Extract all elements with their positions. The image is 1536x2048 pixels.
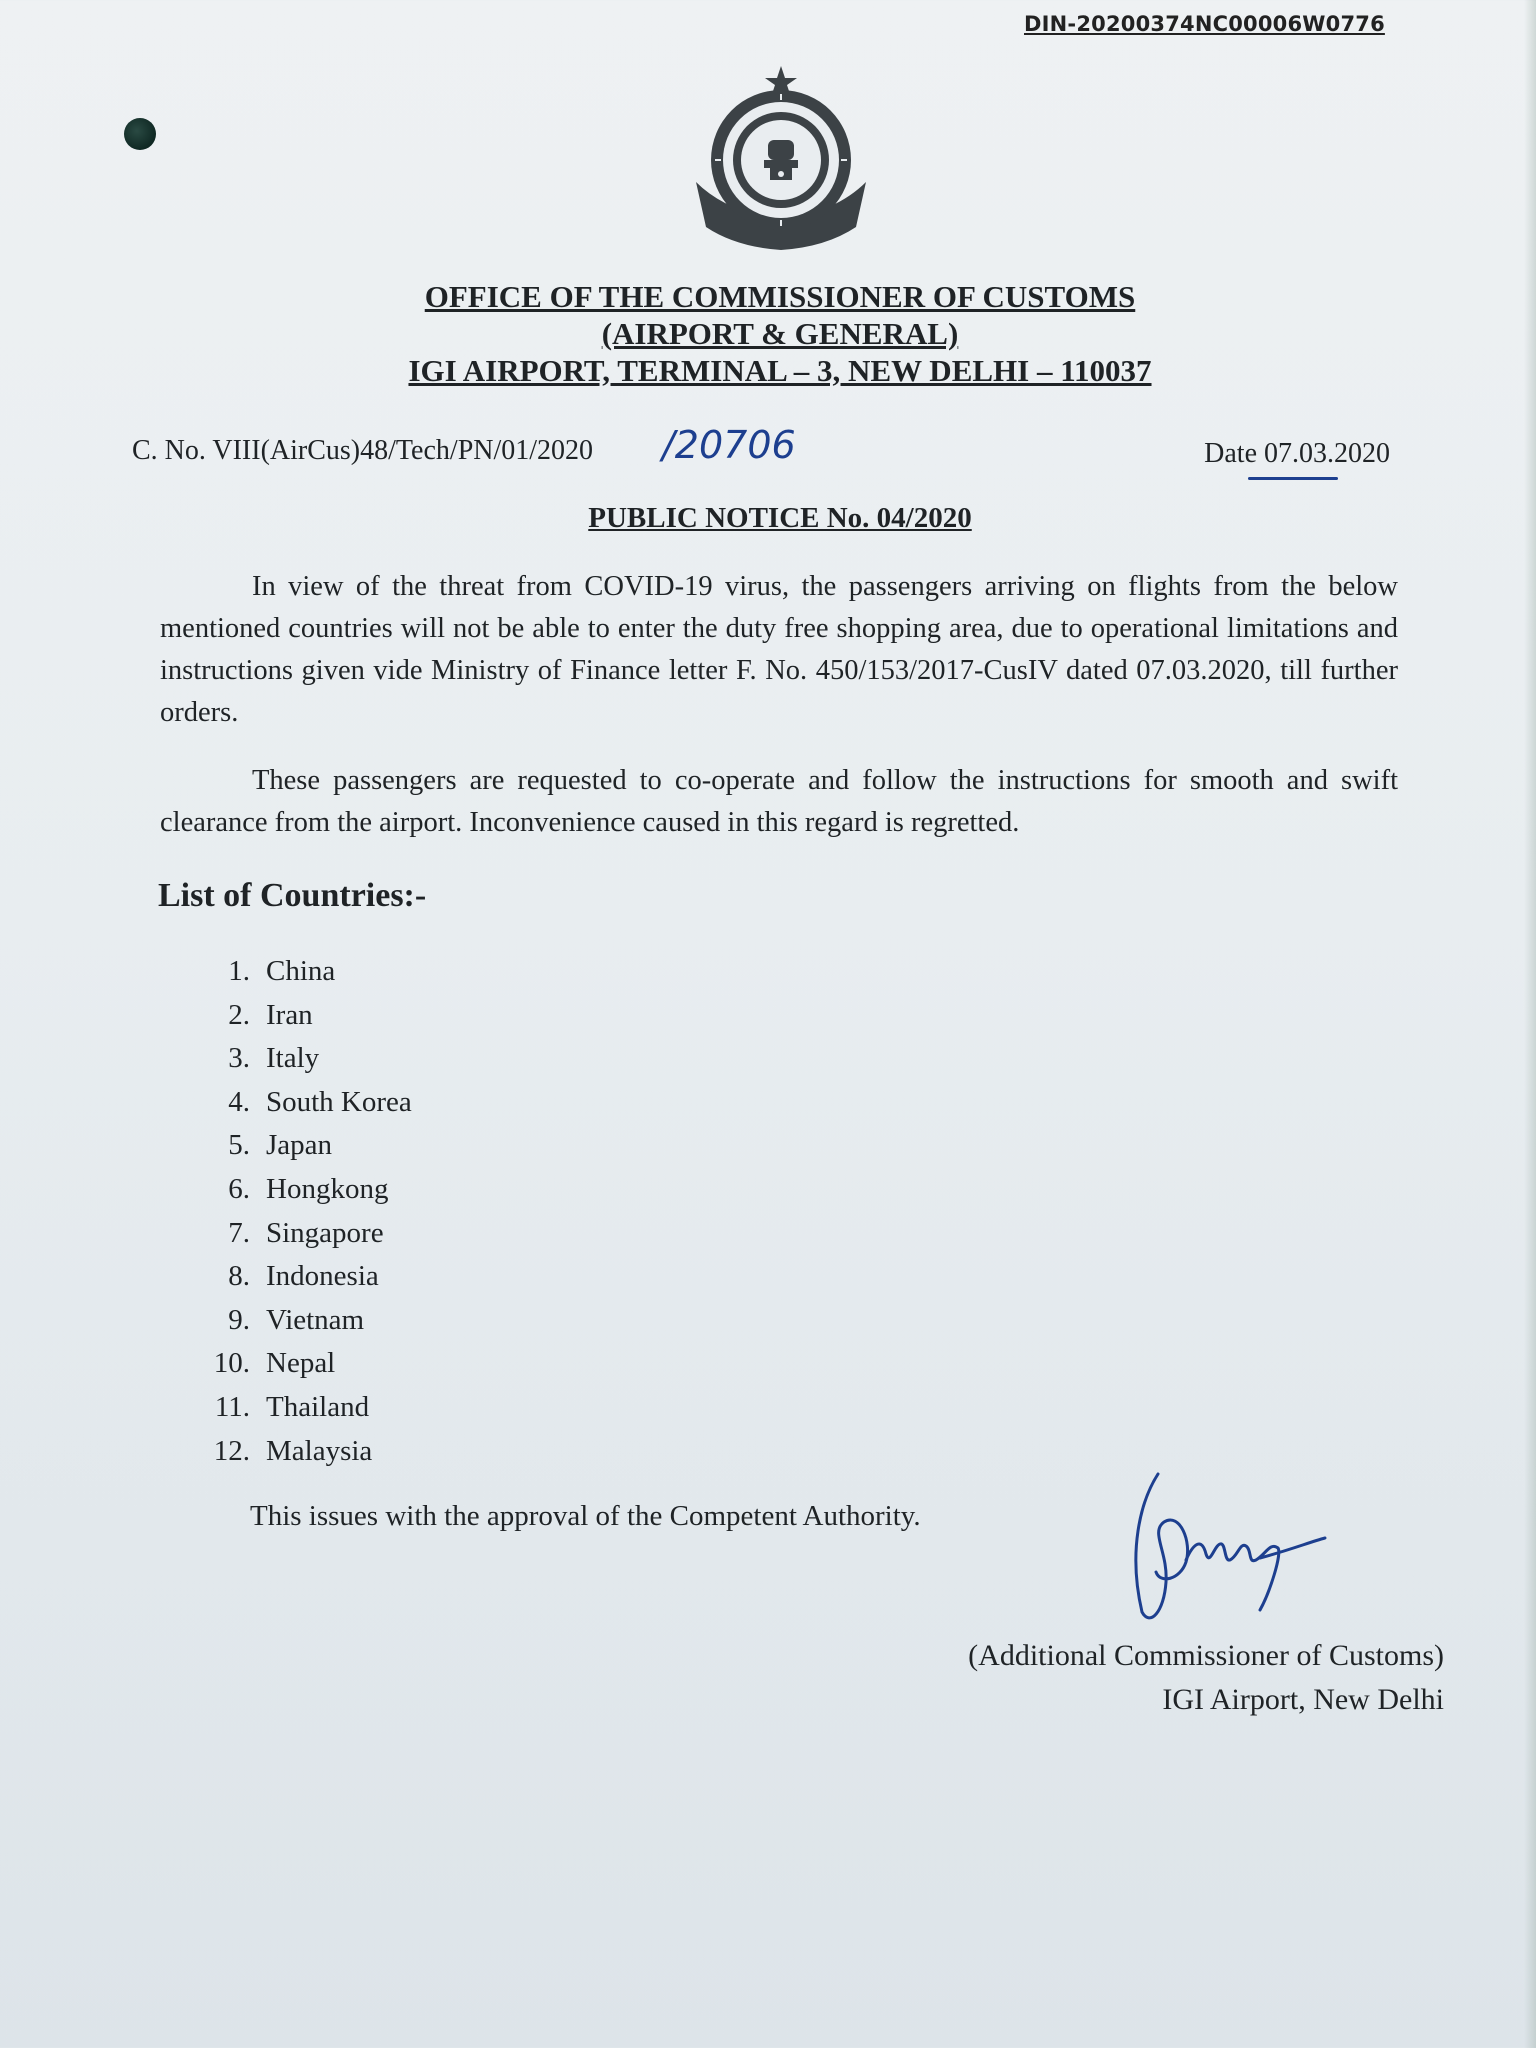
heading-line-3: IGI AIRPORT, TERMINAL – 3, NEW DELHI – 110037 (408, 353, 1152, 388)
office-heading (300, 278, 1260, 389)
list-number: 10. (213, 1347, 250, 1380)
list-title: List of Countries:- (158, 877, 427, 914)
heading-line-1: OFFICE OF THE COMMISSIONER OF CUSTOMS (424, 279, 1136, 314)
list-number: 2. (228, 998, 250, 1031)
country-name: Italy (266, 1042, 320, 1075)
list-item (200, 1168, 412, 1212)
list-item (200, 1430, 412, 1474)
list-number: 4. (228, 1085, 250, 1118)
list-item (200, 1255, 412, 1299)
country-name: Hongkong (266, 1172, 389, 1205)
list-item (200, 950, 412, 994)
country-name: China (266, 955, 336, 987)
notice-title: PUBLIC NOTICE No. 04/2020 (588, 502, 972, 534)
heading-line-2: (AIRPORT & GENERAL) (601, 316, 959, 351)
country-name: Thailand (266, 1390, 370, 1423)
country-name: Indonesia (266, 1260, 379, 1293)
signatory-block (968, 1634, 1444, 1722)
signatory-place: IGI Airport, New Delhi (1162, 1683, 1444, 1716)
handwritten-number: /20706 (662, 423, 796, 467)
country-list (200, 950, 412, 1473)
country-name: Singapore (266, 1216, 384, 1249)
customs-emblem-icon (686, 62, 876, 252)
list-number: 3. (228, 1042, 250, 1075)
list-number: 7. (228, 1216, 250, 1249)
punch-hole (124, 118, 156, 150)
din-number: DIN-20200374NC00006W0776 (1024, 12, 1385, 36)
country-name: Vietnam (266, 1303, 365, 1336)
list-number: 5. (228, 1129, 250, 1162)
list-number: 8. (228, 1260, 250, 1293)
paragraph-1: In view of the threat from COVID-19 virus, the passengers arriving on flights from the below mentioned countries will not be able to enter the duty free shopping area, due to operational limitations and instructions given vide Ministry of Finance letter F. No. 450/153/2017-CusIV dated 07.03.2020, till further orders. (160, 571, 1398, 728)
paragraph-2: These passengers are requested to co-operate and follow the instructions for smooth and swift clearance from the airport. Inconvenience caused in this regard is regretted. (160, 765, 1398, 838)
list-item (200, 1124, 412, 1168)
list-number: 12. (213, 1434, 250, 1467)
list-item (200, 1342, 412, 1386)
signatory-title: (Additional Commissioner of Customs) (968, 1639, 1444, 1672)
file-number: C. No. VIII(AirCus)48/Tech/PN/01/2020 (132, 435, 594, 466)
list-item (200, 1299, 412, 1343)
list-number: 11. (214, 1390, 250, 1423)
list-item (200, 1212, 412, 1256)
list-number: 9. (228, 1303, 250, 1336)
list-item (200, 1037, 412, 1081)
approval-statement: This issues with the approval of the Competent Authority. (250, 1500, 921, 1532)
country-name: Malaysia (266, 1434, 373, 1467)
country-name: South Korea (266, 1085, 412, 1118)
country-name: Nepal (266, 1347, 336, 1380)
country-name: Japan (266, 1129, 333, 1162)
notice-date: Date 07.03.2020 (1204, 438, 1390, 469)
list-number: 1. (228, 955, 250, 987)
paper-edge-shadow (1524, 0, 1536, 2048)
signature (1120, 1462, 1330, 1632)
date-underline (1248, 477, 1338, 480)
list-item (200, 1386, 412, 1430)
list-item (200, 994, 412, 1038)
list-item (200, 1081, 412, 1125)
country-name: Iran (266, 998, 313, 1031)
list-number: 6. (228, 1172, 250, 1205)
